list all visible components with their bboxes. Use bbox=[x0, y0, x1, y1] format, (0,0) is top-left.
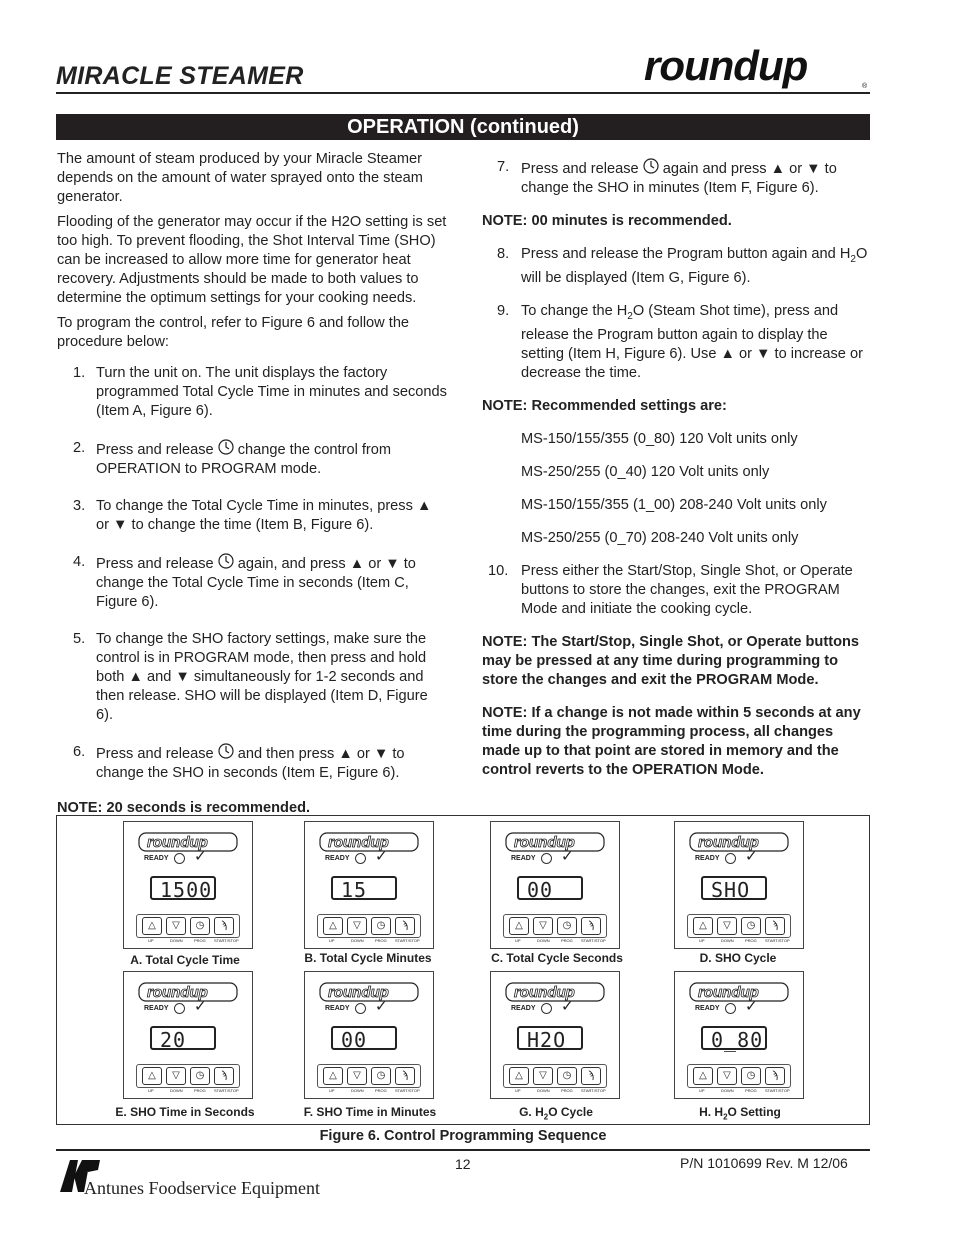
key-label: START/STOP bbox=[581, 1088, 606, 1093]
panel-roundup-logo bbox=[505, 832, 605, 852]
check-icon: ✓ bbox=[375, 998, 388, 1015]
key-label: PROG bbox=[194, 1088, 206, 1093]
svg-text:roundup: roundup bbox=[698, 834, 759, 851]
panel-roundup-logo bbox=[319, 832, 419, 852]
step-3: 3. To change the Total Cycle Time in minutes, press ▲ or ▼ to change the time (Item B, Figure 6). bbox=[73, 498, 432, 533]
svg-text:roundup: roundup bbox=[698, 984, 759, 1001]
key-label: START/STOP bbox=[395, 938, 420, 943]
panel-caption: B. Total Cycle Minutes bbox=[304, 951, 432, 965]
svg-text:roundup: roundup bbox=[147, 984, 208, 1001]
check-icon: ✓ bbox=[745, 998, 758, 1015]
up-key-icon: △ bbox=[509, 917, 529, 935]
key-label: UP bbox=[329, 1088, 335, 1093]
key-label: PROG bbox=[561, 938, 573, 943]
check-icon: ✓ bbox=[561, 848, 574, 865]
right-column bbox=[482, 158, 870, 794]
ready-led bbox=[725, 853, 736, 864]
step-1: 1. Turn the unit on. The unit displays the factory programmed Total Cycle Time in minutes and seconds (Item A, Figure 6). bbox=[73, 365, 447, 419]
down-key-icon: ▽ bbox=[166, 1067, 186, 1085]
start-stop-key-icon: ϡ bbox=[214, 917, 234, 935]
panel-caption: F. SHO Time in Minutes bbox=[303, 1105, 437, 1119]
keypad bbox=[687, 914, 791, 938]
flooding-paragraph: Flooding of the generator may occur if the H2O setting is set too high. To prevent flooding, the Shot Interval Time (SHO) can be increased to allow more time for generator heat recovery. Adjustments should be made to both values to determine the optimum settings for your cooking needs. bbox=[57, 214, 447, 306]
ready-led bbox=[355, 853, 366, 864]
ready-label: READY bbox=[695, 855, 720, 862]
note-recommended: NOTE: Recommended settings are: bbox=[482, 397, 727, 414]
down-key-icon: ▽ bbox=[347, 917, 367, 935]
panel-display: H2O bbox=[517, 1026, 583, 1050]
up-key-icon: △ bbox=[693, 917, 713, 935]
step-7: 7. Press and release again and press ▲ or ▼ to change the SHO in minutes (Item F, Figure 6). bbox=[497, 159, 837, 196]
key-label: DOWN bbox=[721, 938, 734, 943]
start-stop-key-icon: ϡ bbox=[395, 1067, 415, 1085]
check-icon: ✓ bbox=[375, 848, 388, 865]
down-key-icon: ▽ bbox=[533, 1067, 553, 1085]
key-label: DOWN bbox=[351, 1088, 364, 1093]
key-label: UP bbox=[148, 938, 154, 943]
setting-4: MS-250/255 (0_70) 208-240 Volt units only bbox=[521, 529, 799, 546]
note-buttons: NOTE: The Start/Stop, Single Shot, or Operate buttons may be pressed at any time during programming to store the changes and exit the PROGRAM Mode. bbox=[482, 633, 860, 688]
roundup-logo bbox=[640, 40, 872, 92]
up-key-icon: △ bbox=[509, 1067, 529, 1085]
control-panel bbox=[674, 971, 804, 1099]
panel-display: SHO bbox=[701, 876, 767, 900]
down-key-icon: ▽ bbox=[533, 917, 553, 935]
control-panel bbox=[490, 971, 620, 1099]
start-stop-key-icon: ϡ bbox=[581, 1067, 601, 1085]
control-panel bbox=[123, 821, 253, 949]
prog-key-icon: ◷ bbox=[190, 1067, 210, 1085]
page-number: 12 bbox=[455, 1156, 471, 1172]
key-label: PROG bbox=[745, 938, 757, 943]
panel-caption: E. SHO Time in Seconds bbox=[115, 1105, 255, 1119]
prog-key-icon: ◷ bbox=[741, 917, 761, 935]
panel-caption: D. SHO Cycle bbox=[699, 951, 777, 965]
key-label: PROG bbox=[375, 1088, 387, 1093]
start-stop-key-icon: ϡ bbox=[765, 917, 785, 935]
panel-roundup-logo bbox=[138, 832, 238, 852]
note-00-minutes: NOTE: 00 minutes is recommended. bbox=[482, 213, 732, 229]
panel-display: 00 bbox=[331, 1026, 397, 1050]
keypad bbox=[317, 914, 421, 938]
program-clock-icon bbox=[218, 743, 234, 759]
panel-display: 0_80 bbox=[701, 1026, 767, 1050]
key-label: DOWN bbox=[537, 938, 550, 943]
panel-caption: C. Total Cycle Seconds bbox=[491, 951, 623, 965]
ready-label: READY bbox=[144, 1005, 169, 1012]
key-label: START/STOP bbox=[765, 938, 790, 943]
ready-led bbox=[541, 853, 552, 864]
prog-key-icon: ◷ bbox=[557, 917, 577, 935]
program-paragraph: To program the control, refer to Figure 6 and follow the procedure below: bbox=[57, 315, 410, 350]
key-label: UP bbox=[699, 938, 705, 943]
intro-paragraph: The amount of steam produced by your Miracle Steamer depends on the amount of water sprayed onto the steam generator. bbox=[57, 151, 423, 205]
key-label: DOWN bbox=[351, 938, 364, 943]
start-stop-key-icon: ϡ bbox=[581, 917, 601, 935]
check-icon: ✓ bbox=[194, 998, 207, 1015]
down-key-icon: ▽ bbox=[347, 1067, 367, 1085]
step-8: 8. Press and release the Program button again and $H_2O$ will be displayed (Item G, Figure 6). bbox=[497, 246, 868, 286]
ready-label: READY bbox=[325, 855, 350, 862]
svg-text:roundup: roundup bbox=[644, 42, 808, 89]
control-panel bbox=[123, 971, 253, 1099]
step-5: 5. To change the SHO factory settings, make sure the control is in PROGRAM mode, then press and hold both ▲ and ▼ simultaneously for 1-2 seconds and then release. SHO will be displayed (Item D, Figure 6). bbox=[73, 631, 428, 723]
program-clock-icon bbox=[218, 553, 234, 569]
keypad bbox=[317, 1064, 421, 1088]
step-10: 10. Press either the Start/Stop, Single Shot, or Operate buttons to store the changes, exit the PROGRAM Mode and initiate the cooking cycle. bbox=[488, 562, 853, 617]
keypad bbox=[687, 1064, 791, 1088]
svg-text:roundup: roundup bbox=[514, 834, 575, 851]
panel-roundup-logo bbox=[138, 982, 238, 1002]
ready-label: READY bbox=[511, 855, 536, 862]
control-panel bbox=[490, 821, 620, 949]
note-20-seconds: NOTE: 20 seconds is recommended. bbox=[57, 800, 311, 816]
key-label: PROG bbox=[745, 1088, 757, 1093]
keypad bbox=[136, 1064, 240, 1088]
ready-label: READY bbox=[325, 1005, 350, 1012]
panel-display: 00 bbox=[517, 876, 583, 900]
panel-caption: G. $H_2O$ Cycle bbox=[519, 1105, 593, 1122]
panel-display: 15 bbox=[331, 876, 397, 900]
down-key-icon: ▽ bbox=[717, 917, 737, 935]
key-label: UP bbox=[515, 1088, 521, 1093]
control-panel bbox=[304, 971, 434, 1099]
prog-key-icon: ◷ bbox=[741, 1067, 761, 1085]
key-label: DOWN bbox=[537, 1088, 550, 1093]
footer-rule bbox=[56, 1149, 870, 1151]
ready-label: READY bbox=[695, 1005, 720, 1012]
control-panel bbox=[674, 821, 804, 949]
key-label: PROG bbox=[375, 938, 387, 943]
up-key-icon: △ bbox=[142, 1067, 162, 1085]
ready-led bbox=[725, 1003, 736, 1014]
document-title: MIRACLE STEAMER bbox=[56, 62, 304, 90]
ready-led bbox=[174, 853, 185, 864]
step-2: 2. Press and release change the control from OPERATION to PROGRAM mode. bbox=[73, 440, 392, 477]
key-label: UP bbox=[148, 1088, 154, 1093]
down-key-icon: ▽ bbox=[166, 917, 186, 935]
key-label: START/STOP bbox=[765, 1088, 790, 1093]
keypad bbox=[136, 914, 240, 938]
panel-caption: H. $H_2O$ Setting bbox=[699, 1105, 781, 1122]
key-label: PROG bbox=[561, 1088, 573, 1093]
up-key-icon: △ bbox=[142, 917, 162, 935]
check-icon: ✓ bbox=[561, 998, 574, 1015]
company-name: Antunes Foodservice Equipment bbox=[84, 1178, 320, 1198]
panel-roundup-logo bbox=[689, 832, 789, 852]
ready-label: READY bbox=[511, 1005, 536, 1012]
key-label: START/STOP bbox=[214, 1088, 239, 1093]
svg-text:®: ® bbox=[862, 83, 868, 90]
panel-display: 20 bbox=[150, 1026, 216, 1050]
svg-text:roundup: roundup bbox=[328, 984, 389, 1001]
setting-3: MS-150/155/355 (1_00) 208-240 Volt units only bbox=[521, 496, 827, 513]
prog-key-icon: ◷ bbox=[371, 917, 391, 935]
prog-key-icon: ◷ bbox=[371, 1067, 391, 1085]
prog-key-icon: ◷ bbox=[190, 917, 210, 935]
start-stop-key-icon: ϡ bbox=[214, 1067, 234, 1085]
step-4: 4. Press and release again, and press ▲ or ▼ to change the Total Cycle Time in seconds (Item C, Figure 6). bbox=[73, 554, 416, 610]
panel-roundup-logo bbox=[505, 982, 605, 1002]
key-label: START/STOP bbox=[581, 938, 606, 943]
step-9: 9. To change the $H_2O$ (Steam Shot time), press and release the Program button again to display the setting (Item H, Figure 6). Use ▲ or ▼ to increase or decrease the time. bbox=[497, 302, 863, 381]
setting-2: MS-250/255 (0_40) 120 Volt units only bbox=[521, 463, 770, 480]
ready-led bbox=[174, 1003, 185, 1014]
check-icon: ✓ bbox=[194, 848, 207, 865]
key-label: DOWN bbox=[721, 1088, 734, 1093]
setting-1: MS-150/155/355 (0_80) 120 Volt units only bbox=[521, 430, 798, 447]
key-label: START/STOP bbox=[395, 1088, 420, 1093]
section-banner: OPERATION (continued) bbox=[56, 114, 870, 140]
key-label: DOWN bbox=[170, 1088, 183, 1093]
note-timeout: NOTE: If a change is not made within 5 seconds at any time during the programming process, all changes made up to that point are stored in memory and the control reverts to the OPERATION Mode. bbox=[482, 704, 861, 778]
ready-led bbox=[355, 1003, 366, 1014]
header-rule bbox=[56, 92, 870, 94]
svg-text:roundup: roundup bbox=[147, 834, 208, 851]
up-key-icon: △ bbox=[323, 917, 343, 935]
part-number: P/N 1010699 Rev. M 12/06 bbox=[680, 1155, 848, 1171]
svg-text:roundup: roundup bbox=[328, 834, 389, 851]
keypad bbox=[503, 914, 607, 938]
panel-caption: A. Total Cycle Time bbox=[130, 953, 240, 967]
left-column bbox=[57, 150, 447, 832]
control-panel bbox=[304, 821, 434, 949]
step-6: 6. Press and release and then press ▲ or ▼ to change the SHO in seconds (Item E, Figure 6). bbox=[73, 744, 405, 781]
start-stop-key-icon: ϡ bbox=[765, 1067, 785, 1085]
key-label: UP bbox=[699, 1088, 705, 1093]
program-clock-icon bbox=[218, 439, 234, 455]
program-clock-icon bbox=[643, 158, 659, 174]
ready-label: READY bbox=[144, 855, 169, 862]
down-key-icon: ▽ bbox=[717, 1067, 737, 1085]
start-stop-key-icon: ϡ bbox=[395, 917, 415, 935]
panel-roundup-logo bbox=[319, 982, 419, 1002]
key-label: START/STOP bbox=[214, 938, 239, 943]
svg-text:roundup: roundup bbox=[514, 984, 575, 1001]
key-label: UP bbox=[329, 938, 335, 943]
keypad bbox=[503, 1064, 607, 1088]
prog-key-icon: ◷ bbox=[557, 1067, 577, 1085]
key-label: PROG bbox=[194, 938, 206, 943]
key-label: DOWN bbox=[170, 938, 183, 943]
ready-led bbox=[541, 1003, 552, 1014]
check-icon: ✓ bbox=[745, 848, 758, 865]
up-key-icon: △ bbox=[693, 1067, 713, 1085]
figure-caption: Figure 6. Control Programming Sequence bbox=[319, 1128, 607, 1144]
key-label: UP bbox=[515, 938, 521, 943]
panel-display: 1500 bbox=[150, 876, 216, 900]
panel-roundup-logo bbox=[689, 982, 789, 1002]
up-key-icon: △ bbox=[323, 1067, 343, 1085]
